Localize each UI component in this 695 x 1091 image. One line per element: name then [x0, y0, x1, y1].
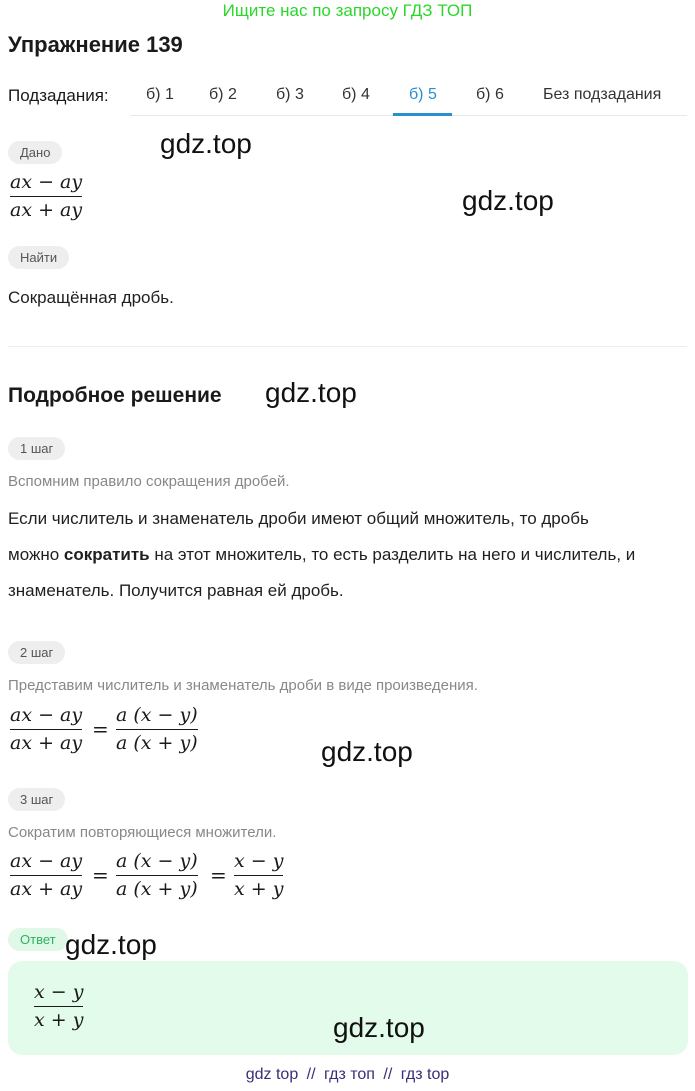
- footer-separator: //: [306, 1066, 316, 1083]
- find-text: Сокращённая дробь.: [8, 288, 174, 307]
- step2-fraction-2: [116, 704, 198, 754]
- promo-link[interactable]: Ищите нас по запросу ГДЗ ТОП: [222, 1, 473, 20]
- find-chip-label: Найти: [8, 246, 69, 269]
- tab-no-subtask[interactable]: Без подзадания: [543, 86, 662, 103]
- step2-equals: =: [92, 717, 109, 741]
- step1-chip-label: 1 шаг: [8, 437, 65, 460]
- tab-b1[interactable]: б) 1: [146, 86, 174, 103]
- step3-f3-denominator: x + y: [234, 878, 284, 901]
- step3-f2-denominator: a (x + y): [116, 878, 198, 901]
- fraction-bar: [10, 196, 82, 197]
- step3-fraction-3: [234, 850, 283, 900]
- watermark: gdz.top: [462, 185, 554, 216]
- answer-chip: [8, 928, 68, 951]
- step1-line3: знаменатель. Получится равная ей дробь.: [8, 581, 344, 600]
- section-divider: [8, 346, 687, 347]
- tab-b6[interactable]: б) 6: [476, 86, 504, 103]
- answer-chip-label: Ответ: [8, 928, 68, 951]
- answer-denominator: x + y: [34, 1009, 84, 1032]
- footer-link-gdz-top-ru[interactable]: гдз топ: [324, 1066, 375, 1083]
- given-numerator: ax − ay: [10, 171, 83, 193]
- answer-numerator: x − y: [34, 981, 84, 1003]
- step2-fraction-1: [10, 704, 82, 754]
- solution-heading: Подробное решение: [8, 384, 222, 407]
- watermark: gdz.top: [265, 377, 357, 408]
- watermark: gdz.top: [160, 128, 252, 159]
- fraction-bar: [116, 729, 198, 730]
- step2-f2-denominator: a (x + y): [116, 732, 198, 755]
- step3-chip: [8, 788, 65, 811]
- step3-f1-denominator: ax + ay: [10, 878, 83, 901]
- find-chip: [8, 246, 69, 269]
- page-title: Упражнение 139: [8, 32, 183, 57]
- fraction-bar: [234, 875, 283, 876]
- tab-b3[interactable]: б) 3: [276, 86, 304, 103]
- step3-fraction-2: [116, 850, 198, 900]
- watermark: gdz.top: [321, 736, 413, 767]
- given-fraction: [10, 171, 82, 221]
- step1-line2: [8, 545, 635, 565]
- step2-f2-numerator: a (x − y): [116, 704, 198, 726]
- tab-b2[interactable]: б) 2: [209, 86, 237, 103]
- step3-f3-numerator: x − y: [234, 850, 284, 872]
- step3-chip-label: 3 шаг: [8, 788, 65, 811]
- step1-line2-post: на этот множитель, то есть разделить на него и числитель, и: [149, 545, 636, 564]
- step1-line2-pre: можно: [8, 545, 64, 564]
- step3-hint: Сократим повторяющиеся множители.: [8, 824, 277, 841]
- fraction-bar: [10, 875, 82, 876]
- step2-chip: [8, 641, 65, 664]
- step1-hint: Вспомним правило сокращения дробей.: [8, 473, 290, 490]
- step2-f1-numerator: ax − ay: [10, 704, 83, 726]
- step3-f1-numerator: ax − ay: [10, 850, 83, 872]
- step3-equals-2: =: [210, 863, 227, 887]
- fraction-bar: [34, 1006, 83, 1007]
- step2-chip-label: 2 шаг: [8, 641, 65, 664]
- step1-line1: Если числитель и знаменатель дроби имеют общий множитель, то дробь: [8, 509, 589, 528]
- footer-separator: //: [383, 1066, 393, 1083]
- step3-f2-numerator: a (x − y): [116, 850, 198, 872]
- subtasks-label: Подзадания:: [8, 86, 109, 105]
- given-chip-label: Дано: [8, 141, 62, 164]
- step2-f1-denominator: ax + ay: [10, 732, 83, 755]
- step2-hint: Представим числитель и знаменатель дроби в виде произведения.: [8, 677, 478, 694]
- footer-link-gdz-top-mixed[interactable]: гдз top: [400, 1066, 450, 1083]
- step1-line2-bold: сократить: [63, 545, 150, 564]
- active-tab-indicator: [393, 113, 452, 116]
- footer-links: [0, 1066, 695, 1084]
- given-denominator: ax + ay: [10, 199, 83, 222]
- footer-link-gdz-top[interactable]: gdz top: [245, 1066, 299, 1083]
- tab-b4[interactable]: б) 4: [342, 86, 370, 103]
- watermark: gdz.top: [333, 1012, 425, 1043]
- step3-equals-1: =: [92, 863, 109, 887]
- tab-b5[interactable]: б) 5: [409, 86, 437, 103]
- step3-fraction-1: [10, 850, 82, 900]
- watermark: gdz.top: [65, 929, 157, 960]
- fraction-bar: [116, 875, 198, 876]
- answer-fraction: [34, 981, 83, 1031]
- given-chip: [8, 141, 62, 164]
- step1-chip: [8, 437, 65, 460]
- fraction-bar: [10, 729, 82, 730]
